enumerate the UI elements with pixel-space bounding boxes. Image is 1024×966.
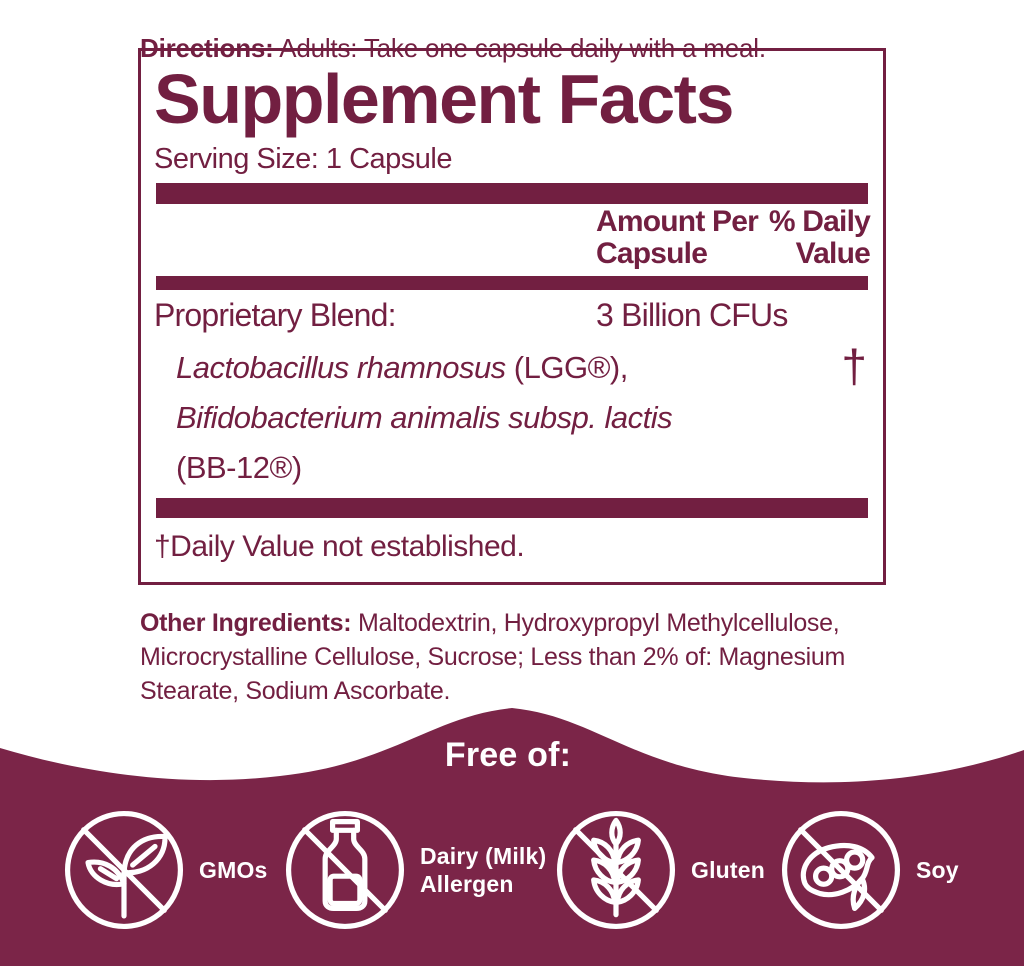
organism-line [176,398,870,438]
organism-italic-name: Lactobacillus rhamnosus [176,350,506,385]
organism-italic-name: Bifidobacterium animalis subsp. lactis [176,400,673,435]
other-ingredients-text: Maltodextrin, Hydroxypropyl Methylcellulose, [351,609,840,637]
divider-bar-thick [156,183,868,204]
dv-footnote: †Daily Value not established. [154,530,525,563]
other-ingredients-line1 [140,606,920,640]
other-ingredients-line3: Stearate, Sodium Ascorbate. [140,677,451,705]
other-ingredients-label: Other Ingredients: [140,609,352,637]
free-of-item-soy [779,808,959,932]
free-of-item-dairy [283,808,546,932]
table-header-row [154,206,870,270]
no-gluten-icon [554,808,678,932]
organism-line [176,348,870,388]
directions-text: Adults: Take one capsule daily with a meal. [273,33,766,63]
serving-size: Serving Size: 1 Capsule [154,143,452,175]
column-amount-per-capsule [596,206,766,270]
organism-line [176,448,870,488]
column-daily-value [766,206,870,270]
blend-name: Proprietary Blend: [154,297,396,333]
no-gmo-icon [62,808,186,932]
proprietary-blend-row [154,298,870,332]
free-of-item-gluten [554,808,765,932]
no-soy-icon [779,808,903,932]
free-of-label [420,842,546,898]
amount-header-line1: Amount Per [596,205,759,238]
no-dairy-icon [283,808,407,932]
free-of-item-gmos [62,808,268,932]
dv-header-line2: Value [795,237,870,270]
panel-title: Supplement Facts [154,60,733,138]
free-of-panel [0,690,1024,966]
supplement-facts-panel [138,48,886,585]
dv-header-line1: % Daily [768,205,870,238]
divider-bar-medium [156,276,868,290]
daily-value-dagger: † [841,340,867,392]
free-of-label-line2: Allergen [420,871,514,897]
header-spacer [154,206,596,270]
free-of-label-line1: Dairy (Milk) [420,843,547,869]
directions-label: Directions: [140,33,274,63]
amount-header-line2: Capsule [596,237,708,270]
free-of-heading: Free of: [444,736,572,774]
free-of-label: Soy [916,857,959,883]
blend-amount: 3 Billion CFUs [596,297,788,333]
free-of-label: Gluten [691,857,766,883]
free-of-label: GMOs [199,857,268,883]
organism-trademark: (LGG®), [505,350,628,385]
divider-bar-thick [156,498,868,518]
organism-trademark: (BB-12®) [176,450,302,485]
other-ingredients-line2: Microcrystalline Cellulose, Sucrose; Less than 2% of: Magnesium [140,643,846,671]
